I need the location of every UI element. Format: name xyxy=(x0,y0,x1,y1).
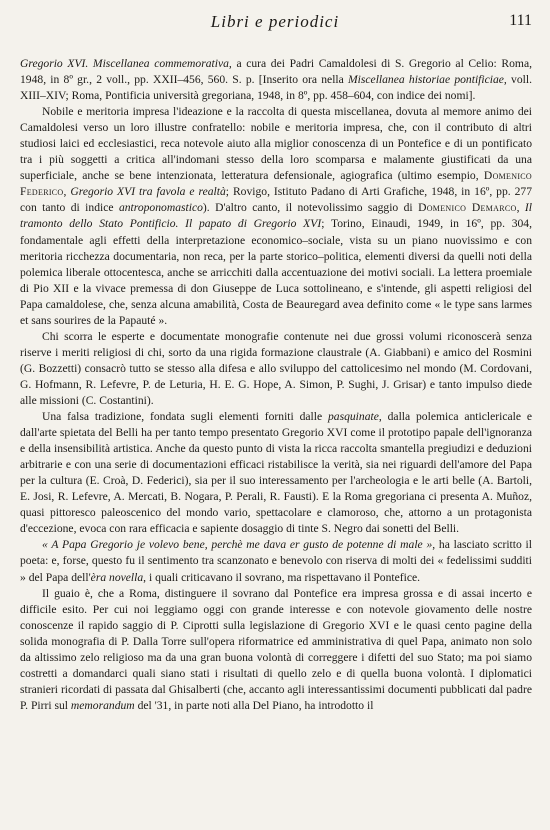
paragraph-text: del '31, in parte noti alla Del Piano, ha introdotto il xyxy=(134,698,374,712)
book-title: Il tramonto dello Stato Pontificio. Il papato di Gregorio XVI xyxy=(20,201,533,231)
citation-title: Miscellanea commemorativa, xyxy=(92,57,232,70)
paragraph-text: , i quali criticavano il sovrano, ma rispettavano il Pontefice. xyxy=(143,570,421,584)
author-name: Domenico Federico xyxy=(20,169,532,199)
citation-details: a cura dei Padri Camaldolesi di S. Gregorio al Celio: Roma, 1948, in 8º gr., 2 voll., pp. XXII–456, 560. S. p. [Inserito ora nella xyxy=(20,57,532,87)
paragraph-text: ; Torino, Einaudi, 1949, in 16º, pp. 304, fondamentale agli effetti della interpretazione economico–sociale, vista su un piano nuovissimo e con meritoria ricchezza documentaria, non reca, per la parte storico–politica, elementi diversi da quelli noti della polemica liberale ottocentesca, anche se arricchiti dalla accentuazione dei motivi sociali. La lettera proemiale di Pio XII e la vivace premessa di don Giuseppe de Luca sottolineano, e s'intende, gli aspetti religiosi del Papa camaldolese, che, senza alcuna amabilità, Costa de Beauregard avea definito come « le type sans larmes et sans sourires de la Papauté ». xyxy=(20,217,532,327)
page-number: 111 xyxy=(509,12,532,29)
paragraph xyxy=(20,104,532,329)
citation-series: Miscellanea historiae pontificiae, xyxy=(348,73,507,87)
paragraph-text: , dalla polemica anticlericale e dall'arte spietata del Belli ha per tanto tempo presentato Gregorio XVI come il prototipo papale dell'ignoranza e della insensibilità artistica. Anche da questo punto di vista la ricca raccolta smantella pregiudizi e deduzioni arbitrarie e con una serie di documentazioni efficaci ristabilisce la verità, sia nei riguardi dell'amore del Papa per la cultura (E. Croà, D. Federici), sia per il suo interessamento per l'archeologia e le arti belle (A. Bartoli, E. Josi, R. Lefevre, A. Mercati, B. Nogara, P. Perali, R. Fausti). E la Roma gregoriana ci presenta A. Muñoz, quasi pittoresco paleoscenico del mondo vario, spettacolare e clamoroso, che, attorno a un protagonista d'eccezione, evoca con rara efficacia e sapiente dosaggio di tinte S. Negro dai sonetti del Belli. xyxy=(20,410,532,536)
italic-term: pasquinate xyxy=(327,410,379,424)
paragraph-text: ). D'altro canto, il notevolissimo saggio di xyxy=(202,201,419,215)
quotation: « A Papa Gregorio je volevo bene, perchè me dava er gusto de potenne di male » xyxy=(42,538,433,552)
paragraph-text: , xyxy=(63,185,71,199)
paragraph xyxy=(20,537,532,585)
italic-term: èra novella xyxy=(90,570,144,584)
author-name: Domenico Demarco xyxy=(418,201,517,215)
citation-details-continued: voll. XIII–XIV; Roma, Pontificia università gregoriana, 1948, in 8º, pp. 458–604, con indice dei nomi]. xyxy=(20,73,532,103)
paragraph-text: Nobile e meritoria impresa l'ideazione e la raccolta di questa miscellanea, dovuta al memore animo dei Camaldolesi verso un loro illustre confratello: nobile e meritoria impresa, che, con il contributo di altri studiosi laici ed ecclesiastici, reca notevole aiuto alla miglior conoscenza di un Pontefice e di un pontificato tra i più soggetti a critica all'indomani stesso della loro scomparsa e malamente giustificati da una superficiale, anche se bene intenzionata, letteratura defensionale, agiografica (ultimo esempio, xyxy=(20,105,532,183)
paragraph-text: , ha lasciato scritto il poeta: e, forse, questo fu il sentimento tra scanzonato e benevolo con riserva di molti dei « fedelissimi sudditi » del Papa dell' xyxy=(20,538,532,584)
page-header xyxy=(0,10,550,38)
italic-term: memorandum xyxy=(70,698,135,712)
paragraph-text: Il guaio è, che a Roma, distinguere il sovrano dal Pontefice era impresa grossa e di assai incerto e difficile esito. Per cui noi leggiamo oggi con grande interesse e con notevole giovamento delle nostre conoscenze il rapido saggio di P. Ciprotti sulla legislazione di Gregorio XVI e le quasi cento pagine della solida monografia di P. Dalla Torre sull'opera riformatrice ed amministrativa di quel Papa, animato non solo da altissimo zelo religioso ma da una gran buona volontà di correggere i difetti del suo Stato; ma poi siamo costretti a domandarci quali siano stati i risultati di quello zelo e di quella buona volontà. I diplomatici stranieri ricordati di passata dal Ghisalberti (che, accanto agli interessantissimi documenti pubblicati dal padre P. Pirri sul xyxy=(20,586,532,712)
paragraph: Chi scorra le esperte e documentate monografie contenute nei due grossi volumi riconoscerà senza riserve i meriti religiosi di chi, sorto da una rigida formazione claustrale (A. Giabbani) e amico del Rosmini (G. Bozzetti) consacrò tutto se stesso alla difesa e allo sviluppo del cattolicesimo nel mondo (M. Cordovani, G. Hofmann, R. Lefevre, P. de Leturia, H. E. G. Hope, A. Simon, P. Sughi, J. Grisar) e tanto impulso diede alle missioni (C. Costantini). xyxy=(20,329,532,407)
running-title: Libri e periodici xyxy=(210,12,340,31)
bibliographic-citation xyxy=(20,56,532,104)
citation-author: Gregorio XVI. xyxy=(20,57,89,70)
book-title: Gregorio XVI tra favola e realtà xyxy=(70,185,226,199)
italic-term: antroponomastico xyxy=(118,201,203,215)
paragraph-text: , xyxy=(516,201,525,215)
paragraph xyxy=(20,586,532,714)
paragraph-text: Una falsa tradizione, fondata sugli elementi forniti dalle xyxy=(42,410,328,424)
page-body xyxy=(20,56,532,714)
paragraph xyxy=(20,409,532,537)
paragraph-text: ; Rovigo, Istituto Padano di Arti Grafiche, 1948, in 16º, pp. 277 con tanto di indice xyxy=(20,185,533,215)
